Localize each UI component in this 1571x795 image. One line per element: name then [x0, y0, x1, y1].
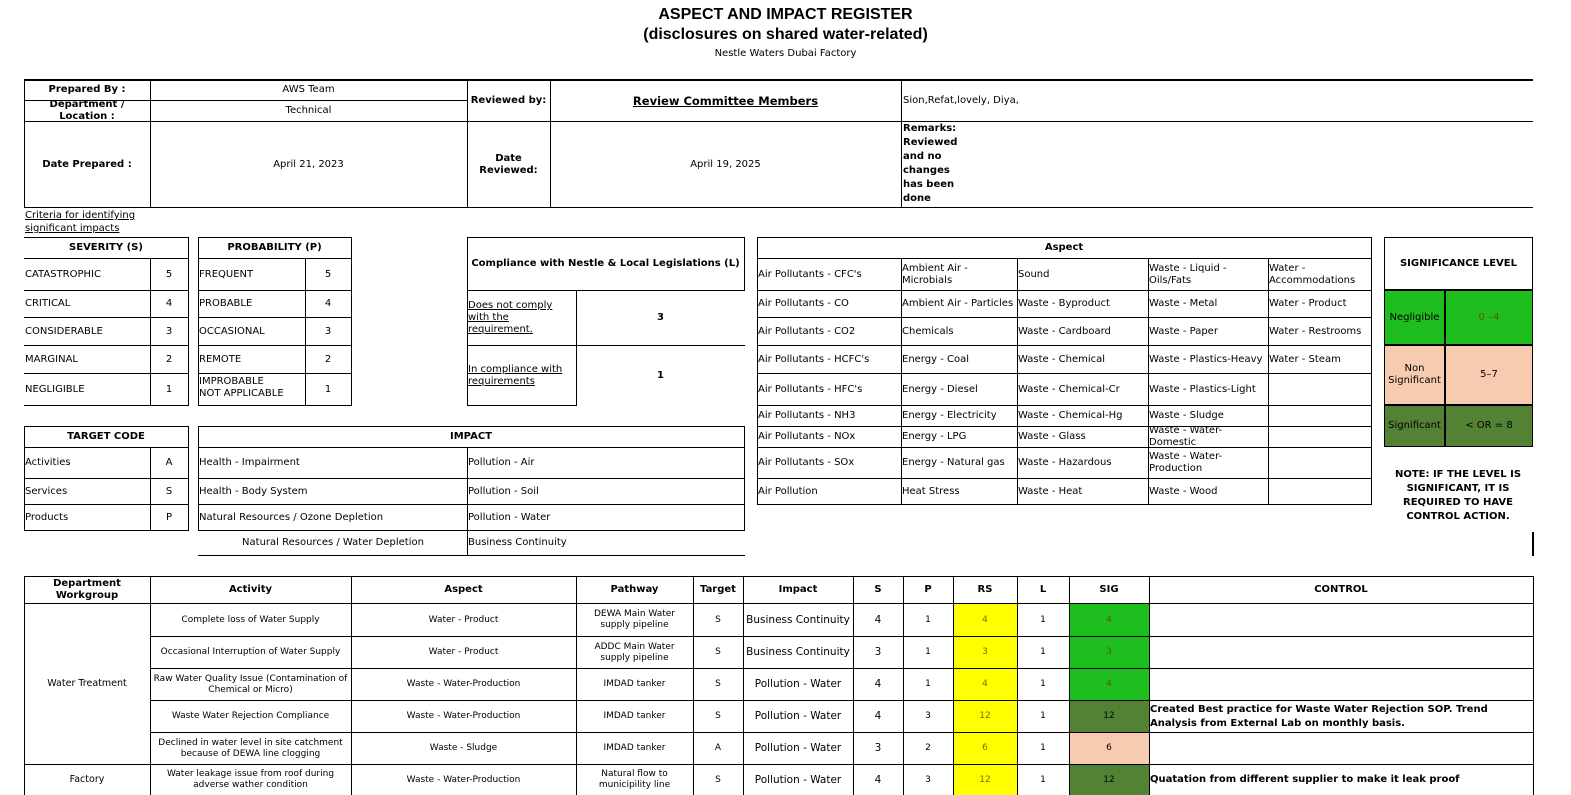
aspect-item: Water - Product	[1269, 298, 1347, 309]
aspect-item: Waste - Sludge	[1149, 410, 1224, 421]
register-s-cell: 3	[874, 646, 882, 658]
aspect-item: Air Pollutants - CO2	[758, 325, 856, 337]
register-pathway-cell: IMDAD tanker	[603, 679, 666, 689]
aspect-item: Waste - Glass	[1018, 431, 1086, 442]
register-l-cell: 1	[1040, 647, 1046, 657]
aspect-item: Waste - Water-Production	[1149, 451, 1223, 474]
aspect-item: Waste - Hazardous	[1018, 457, 1112, 468]
probability-label: FREQUENT	[199, 268, 254, 280]
severity-label: NEGLIGIBLE	[25, 383, 85, 395]
aspect-item: Waste - Liquid - Oils/Fats	[1149, 262, 1227, 286]
aspect-item: Ambient Air - Particles	[902, 298, 1014, 309]
register-pathway-cell: Natural flow to municipility line	[598, 769, 671, 790]
date-reviewed-value: April 19, 2025	[690, 158, 761, 170]
significance-header: SIGNIFICANCE LEVEL	[1399, 257, 1518, 269]
severity-header: SEVERITY (S)	[69, 242, 143, 253]
target-code: S	[165, 485, 173, 497]
register-pathway-cell: IMDAD tanker	[603, 711, 666, 721]
aspect-item: Waste - Metal	[1149, 298, 1218, 309]
aspect-item: Waste - Wood	[1149, 485, 1218, 497]
aspect-item: Water - Steam	[1269, 353, 1341, 365]
probability-header: PROBABILITY (P)	[227, 242, 322, 253]
aspect-item: Ambient Air - Microbials	[902, 262, 968, 286]
register-header-s: S	[874, 584, 882, 595]
register-p-cell: 2	[925, 743, 931, 753]
prepared-by-label: Prepared By :	[48, 84, 126, 95]
aspect-item: Air Pollutants - NOx	[758, 431, 856, 442]
severity-label: CONSIDERABLE	[25, 325, 103, 337]
significance-label: Non Significant	[1384, 345, 1445, 405]
register-header-dept: Department Workgroup	[53, 578, 121, 601]
register-activity-cell: Raw Water Quality Issue (Contamination of Chemical or Micro)	[153, 673, 348, 695]
compliance-value: 1	[657, 369, 664, 381]
register-header-pathway: Pathway	[610, 584, 659, 595]
register-header-sig: SIG	[1099, 584, 1119, 595]
register-rs-cell: 12	[953, 701, 1017, 732]
register-rs-cell: 4	[953, 604, 1017, 636]
register-activity-cell: Declined in water level in site catchment because of DEWA line clogging	[158, 737, 343, 759]
probability-label: OCCASIONAL	[199, 325, 265, 337]
aspect-header: Aspect	[1044, 242, 1084, 253]
document-subtitle: (disclosures on shared water-related)	[643, 26, 928, 43]
aspect-item: Waste - Plastics-Heavy	[1149, 353, 1263, 365]
register-header-activity: Activity	[228, 584, 273, 595]
aspect-item: Air Pollutants - NH3	[758, 410, 856, 421]
significance-range: 0 –4	[1445, 290, 1533, 345]
impact-item: Pollution - Water	[468, 511, 551, 523]
probability-value: 5	[324, 268, 332, 280]
register-rs-cell: 6	[953, 733, 1017, 764]
register-aspect-cell: Water - Product	[428, 647, 499, 657]
target-label: Services	[25, 485, 68, 497]
register-rs-cell: 4	[953, 669, 1017, 700]
date-prepared-label: Date Prepared :	[42, 158, 132, 170]
register-aspect-cell: Waste - Water-Production	[406, 679, 521, 689]
aspect-item: Waste - Chemical	[1018, 353, 1106, 365]
register-rs-cell: 3	[953, 637, 1017, 668]
register-header-target: Target	[700, 584, 736, 595]
impact-item: Business Continuity	[468, 537, 567, 548]
register-p-cell: 1	[925, 647, 931, 657]
register-p-cell: 1	[925, 614, 931, 625]
severity-label: CATASTROPHIC	[25, 268, 101, 280]
impact-header: IMPACT	[450, 431, 492, 442]
register-s-cell: 4	[874, 613, 882, 626]
severity-value: 1	[165, 383, 173, 395]
aspect-item: Air Pollutants - HFC's	[758, 383, 863, 395]
register-activity-cell: Water leakage issue from roof during adverse wather condition	[166, 769, 335, 790]
register-activity-cell: Waste Water Rejection Compliance	[171, 711, 330, 721]
aspect-item: Air Pollutants - CFC's	[758, 268, 862, 280]
aspect-item: Water - Restrooms	[1269, 325, 1362, 337]
aspect-item: Air Pollution	[758, 485, 818, 497]
aspect-item: Chemicals	[902, 325, 954, 337]
register-pathway-cell: ADDC Main Water supply pipeline	[594, 641, 675, 663]
document-title: ASPECT AND IMPACT REGISTER	[658, 6, 913, 23]
workgroup-label: Water Treatment	[47, 677, 127, 689]
aspect-item: Energy - Coal	[902, 353, 969, 365]
aspect-item: Energy - Diesel	[902, 383, 978, 395]
register-p-cell: 3	[925, 711, 931, 721]
register-target-cell: S	[715, 679, 721, 689]
reviewed-by-value: Review Committee Members	[632, 93, 819, 108]
significance-label: Significant	[1384, 405, 1445, 447]
aspect-item: Waste - Plastics-Light	[1149, 383, 1256, 395]
significance-label: Negligible	[1384, 290, 1445, 345]
probability-label: IMPROBABLE NOT APPLICABLE	[199, 376, 284, 399]
aspect-item: Energy - Electricity	[902, 410, 997, 421]
register-target-cell: A	[714, 743, 722, 753]
register-header-l: L	[1039, 584, 1047, 595]
register-control-cell	[1149, 604, 1533, 636]
impact-item: Natural Resources / Water Depletion	[242, 537, 424, 548]
aspect-item: Waste - Cardboard	[1018, 325, 1111, 337]
register-impact-cell: Business Continuity	[746, 613, 850, 626]
register-aspect-cell: Waste - Water-Production	[406, 774, 521, 785]
aspect-item	[1269, 427, 1370, 447]
register-aspect-cell: Waste - Sludge	[429, 743, 498, 753]
aspect-item: Water - Accommodations	[1269, 262, 1356, 286]
register-l-cell: 1	[1040, 679, 1046, 689]
register-control-cell: Created Best practice for Waste Water Rejection SOP. Trend Analysis from External Lab on monthly basis.	[1150, 703, 1488, 729]
register-activity-cell: Occasional Interruption of Water Supply	[160, 647, 341, 657]
register-aspect-cell: Water - Product	[428, 614, 499, 625]
register-p-cell: 1	[925, 679, 931, 689]
aspect-item: Air Pollutants - HCFC's	[758, 353, 870, 365]
impact-item: Health - Impairment	[199, 457, 300, 468]
register-sig-cell: 4	[1069, 669, 1149, 700]
date-reviewed-label: Date Reviewed:	[479, 152, 538, 176]
remarks: Remarks: Reviewed and no changes has been done	[903, 123, 958, 204]
impact-item: Health - Body System	[199, 485, 308, 497]
severity-value: 2	[165, 353, 173, 365]
severity-value: 3	[165, 325, 173, 337]
register-target-cell: S	[715, 774, 721, 785]
severity-label: MARGINAL	[25, 353, 79, 365]
register-impact-cell: Pollution - Water	[754, 773, 842, 786]
register-impact-cell: Pollution - Water	[754, 678, 842, 690]
facility-name: Nestle Waters Dubai Factory	[714, 48, 857, 59]
register-pathway-cell: DEWA Main Water supply pipeline	[594, 609, 675, 630]
register-l-cell: 1	[1040, 774, 1046, 785]
register-aspect-cell: Waste - Water-Production	[406, 711, 521, 721]
probability-label: REMOTE	[199, 353, 242, 365]
register-p-cell: 3	[925, 774, 931, 785]
register-l-cell: 1	[1040, 711, 1046, 721]
department-label: Department / Location :	[49, 99, 125, 122]
probability-value: 3	[324, 325, 332, 337]
register-target-cell: S	[715, 647, 721, 657]
register-l-cell: 1	[1040, 743, 1046, 753]
aspect-item: Waste - Water-Domestic	[1149, 425, 1223, 448]
compliance-value: 3	[657, 312, 664, 323]
impact-item: Pollution - Soil	[468, 485, 539, 497]
aspect-item: Waste - Chemical-Cr	[1018, 383, 1120, 395]
impact-item: Pollution - Air	[468, 457, 535, 468]
severity-label: CRITICAL	[25, 298, 71, 309]
register-sig-cell: 12	[1069, 701, 1149, 732]
reviewers-list: Sion,Refat,lovely, Diya,	[903, 94, 1019, 106]
reviewed-by-label: Reviewed by:	[470, 94, 547, 106]
aspect-item: Energy - Natural gas	[902, 457, 1005, 468]
register-s-cell: 4	[874, 710, 882, 722]
register-impact-cell: Pollution - Water	[754, 710, 842, 722]
compliance-label: Does not comply with the requirement.	[468, 300, 553, 335]
compliance-label: In compliance with requirements	[468, 363, 563, 387]
target-code: A	[165, 457, 173, 468]
register-impact-cell: Pollution - Water	[754, 742, 842, 754]
severity-value: 4	[165, 298, 173, 309]
register-control-cell	[1149, 637, 1533, 668]
significance-range: 5–7	[1445, 345, 1533, 405]
severity-value: 5	[165, 268, 173, 280]
impact-item: Natural Resources / Ozone Depletion	[199, 511, 384, 523]
aspect-item: Air Pollutants - SOx	[758, 457, 855, 468]
register-pathway-cell: IMDAD tanker	[603, 743, 666, 753]
register-impact-cell: Business Continuity	[746, 646, 850, 658]
target-code: P	[165, 511, 173, 523]
target-code-header: TARGET CODE	[67, 431, 145, 442]
significance-range: < OR = 8	[1445, 405, 1533, 447]
target-label: Products	[25, 511, 69, 523]
compliance-header: Compliance with Nestle & Local Legislations (L)	[471, 258, 740, 269]
aspect-item: Waste - Paper	[1149, 325, 1218, 337]
register-sig-cell: 4	[1069, 604, 1149, 636]
aspect-item: Sound	[1018, 268, 1050, 280]
register-l-cell: 1	[1040, 614, 1046, 625]
register-control-cell	[1149, 733, 1533, 764]
aspect-item: Heat Stress	[902, 485, 960, 497]
register-sig-cell: 6	[1069, 733, 1149, 764]
register-target-cell: S	[715, 614, 721, 625]
department-value: Technical	[285, 105, 332, 116]
date-prepared-value: April 21, 2023	[273, 158, 344, 170]
probability-value: 1	[324, 383, 332, 395]
aspect-item: Waste - Byproduct	[1018, 298, 1110, 309]
aspect-item	[1269, 479, 1370, 504]
register-header-aspect: Aspect	[444, 584, 483, 595]
probability-label: PROBABLE	[199, 298, 253, 309]
prepared-by-value: AWS Team	[282, 84, 335, 95]
register-rs-cell: 12	[953, 765, 1017, 795]
aspect-item	[1269, 448, 1370, 478]
register-control-cell	[1149, 669, 1533, 700]
register-sig-cell: 3	[1069, 637, 1149, 668]
register-control-cell: Quatation from different supplier to make it leak proof	[1150, 774, 1460, 785]
aspect-item: Energy - LPG	[902, 431, 967, 442]
aspect-item	[1269, 406, 1370, 426]
target-label: Activities	[25, 457, 71, 468]
register-header-control: CONTROL	[1314, 584, 1368, 595]
control-action-note: NOTE: IF THE LEVEL IS SIGNIFICANT, IT IS REQUIRED TO HAVE CONTROL ACTION.	[1394, 469, 1522, 522]
register-activity-cell: Complete loss of Water Supply	[181, 614, 320, 625]
register-header-impact: Impact	[778, 584, 818, 595]
workgroup-label: Factory	[69, 773, 105, 785]
aspect-item: Air Pollutants - CO	[758, 298, 849, 309]
aspect-item: Waste - Heat	[1018, 485, 1083, 497]
register-sig-cell: 12	[1069, 765, 1149, 795]
aspect-item	[1269, 374, 1370, 405]
register-s-cell: 4	[874, 773, 882, 786]
register-s-cell: 3	[874, 742, 882, 754]
register-header-rs: RS	[977, 584, 993, 595]
criteria-label: Criteria for identifying significant impacts	[25, 210, 136, 234]
probability-value: 2	[324, 353, 332, 365]
probability-value: 4	[324, 298, 332, 309]
register-s-cell: 4	[874, 678, 882, 690]
aspect-item: Waste - Chemical-Hg	[1018, 410, 1123, 421]
register-target-cell: S	[715, 711, 721, 721]
register-header-p: P	[924, 584, 932, 595]
